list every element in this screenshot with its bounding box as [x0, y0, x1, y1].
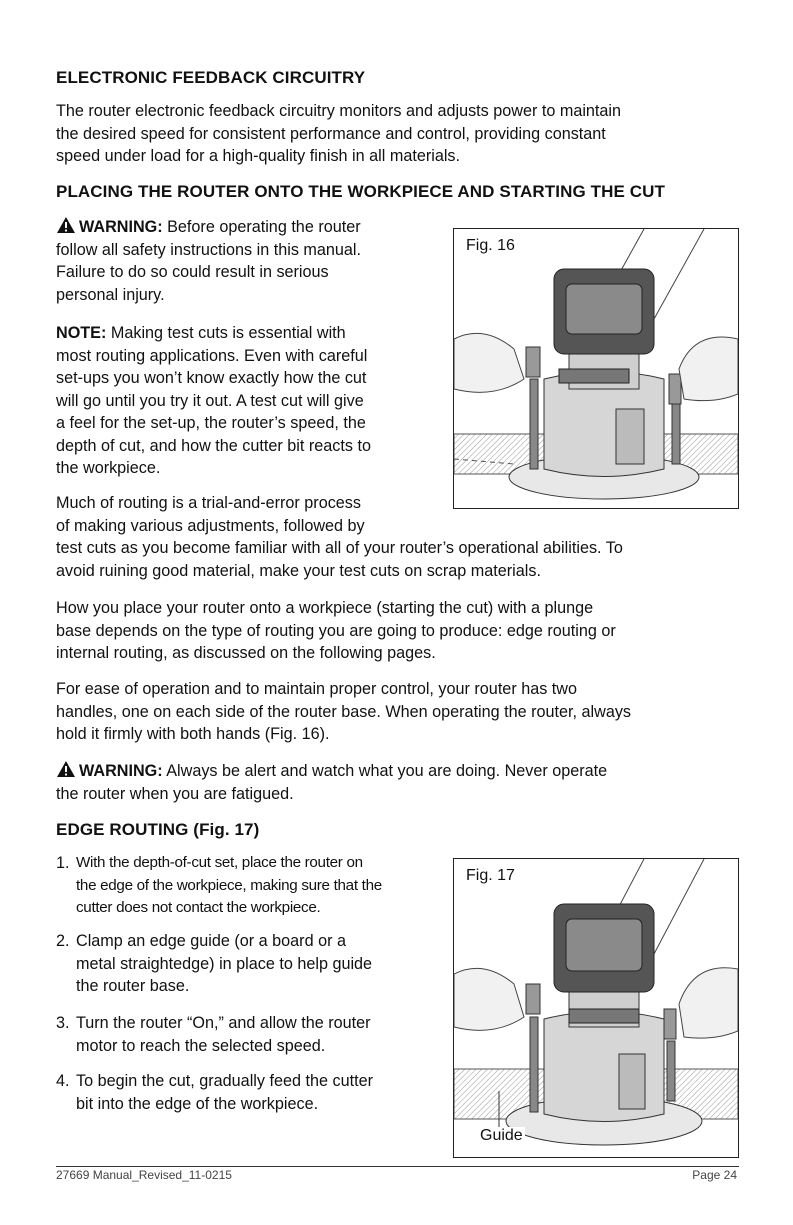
- warning-label: WARNING:: [79, 218, 163, 236]
- text-line: the edge of the workpiece, making sure that the: [76, 876, 382, 894]
- text-line: Clamp an edge guide (or a board or a: [76, 932, 346, 950]
- warning-block-2: [56, 760, 607, 805]
- footer-rule: [56, 1166, 739, 1167]
- warning-label: WARNING:: [79, 762, 163, 780]
- note-label: NOTE:: [56, 324, 107, 342]
- guide-callout: Guide: [480, 1127, 523, 1144]
- text-line: For ease of operation and to maintain proper control, your router has two: [56, 680, 577, 698]
- heading-edge-routing: EDGE ROUTING (Fig. 17): [56, 820, 260, 839]
- text-line: internal routing, as discussed on the following pages.: [56, 644, 436, 662]
- text-line: the desired speed for consistent performance and control, providing constant: [56, 124, 606, 143]
- text-line: the router base.: [76, 977, 190, 995]
- figure-16-label: Fig. 16: [466, 237, 515, 254]
- text-line: will go until you try it out. A test cut will give: [56, 391, 364, 410]
- text-line: speed under load for a high-quality finish in all materials.: [56, 147, 461, 165]
- text-line: test cuts as you become familiar with all of your router’s operational abilities. To: [56, 539, 623, 557]
- text-line: [56, 216, 446, 239]
- paragraph-feedback: [56, 100, 621, 168]
- warning-text: Always be alert and watch what you are doing. Never operate: [166, 762, 608, 780]
- text-line: cutter does not contact the workpiece.: [76, 899, 321, 916]
- text-line: The router electronic feedback circuitry monitors and adjusts power to maintain: [56, 102, 622, 120]
- text-line: handles, one on each side of the router base. When operating the router, always: [56, 702, 632, 721]
- warning-icon: [56, 216, 76, 234]
- step-number: 3.: [56, 1014, 70, 1032]
- text-line: bit into the edge of the workpiece.: [76, 1094, 319, 1113]
- step-number: 4.: [56, 1072, 70, 1090]
- text-line: With the depth-of-cut set, place the router on: [76, 854, 363, 871]
- router-illustration: [454, 229, 738, 508]
- heading-placing-router: PLACING THE ROUTER ONTO THE WORKPIECE AND STARTING THE CUT: [56, 182, 665, 201]
- paragraph-placing: [56, 597, 616, 665]
- figure-16: [453, 228, 739, 509]
- figure-17-label: Fig. 17: [466, 867, 515, 884]
- text-line: hold it firmly with both hands (Fig. 16).: [56, 725, 330, 743]
- step-number: 1.: [56, 854, 70, 872]
- text-line: Turn the router “On,” and allow the router: [76, 1014, 371, 1032]
- step-number: 2.: [56, 932, 70, 950]
- text-line: personal injury.: [56, 285, 165, 304]
- text-line: metal straightedge) in place to help guide: [76, 954, 373, 973]
- text-line: [56, 322, 446, 345]
- text-line: [56, 760, 607, 783]
- note-text: Making test cuts is essential with: [110, 324, 346, 342]
- figure-17: [453, 858, 739, 1158]
- text-line: the router when you are fatigued.: [56, 784, 294, 803]
- note-block: [56, 322, 446, 480]
- text-line: How you place your router onto a workpiece (starting the cut) with a plunge: [56, 599, 594, 617]
- warning-text: Before operating the router: [167, 218, 361, 236]
- footer-doc-id: 27669 Manual_Revised_11-0215: [56, 1168, 232, 1182]
- router-edge-guide-illustration: [454, 859, 738, 1157]
- text-line: of making various adjustments, followed by: [56, 516, 365, 535]
- warning-block-1: [56, 216, 446, 306]
- warning-icon: [56, 760, 76, 778]
- paragraph-handles: [56, 678, 631, 746]
- text-line: Failure to do so could result in serious: [56, 263, 329, 281]
- text-line: set-ups you won’t know exactly how the cut: [56, 369, 367, 387]
- text-line: the workpiece.: [56, 459, 161, 477]
- footer-page-number: Page 24: [692, 1168, 737, 1182]
- text-line: a feel for the set-up, the router’s speed, the: [56, 414, 366, 432]
- text-line: depth of cut, and how the cutter bit reacts to: [56, 436, 371, 455]
- text-line: follow all safety instructions in this manual.: [56, 240, 362, 259]
- text-line: motor to reach the selected speed.: [76, 1036, 326, 1055]
- text-line: base depends on the type of routing you are going to produce: edge routing or: [56, 621, 616, 640]
- text-line: Much of routing is a trial-and-error process: [56, 494, 361, 512]
- text-line: avoid ruining good material, make your test cuts on scrap materials.: [56, 561, 541, 580]
- paragraph-trial-and-error: [56, 492, 623, 582]
- text-line: To begin the cut, gradually feed the cutter: [76, 1072, 373, 1090]
- heading-electronic-feedback: ELECTRONIC FEEDBACK CIRCUITRY: [56, 68, 366, 87]
- text-line: most routing applications. Even with careful: [56, 346, 368, 365]
